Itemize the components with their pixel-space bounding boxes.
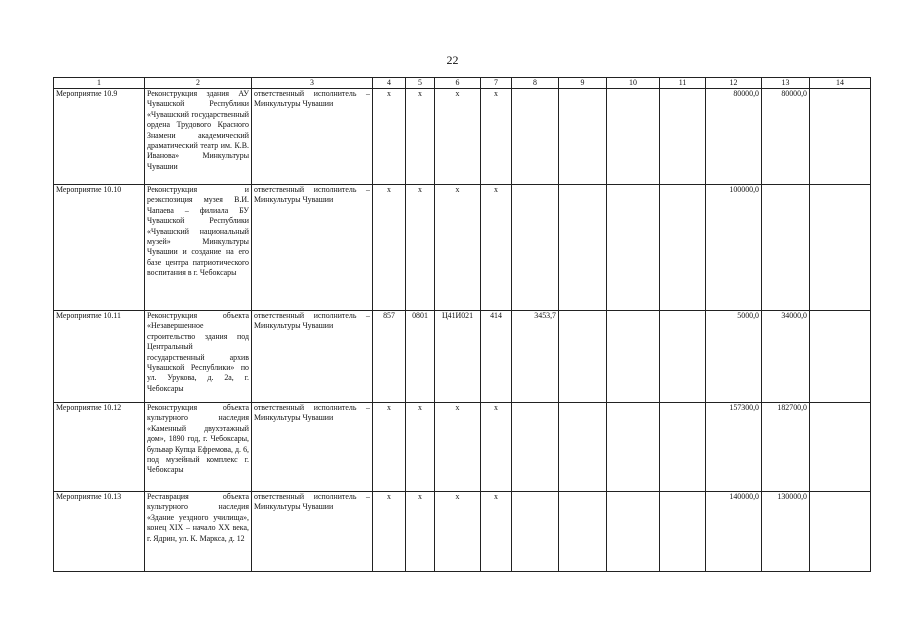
header-row [54, 78, 871, 89]
expense-type-cell: х [481, 403, 512, 492]
table-row [54, 89, 871, 185]
column-header-11: 11 [660, 78, 706, 89]
amount-col-8-cell [512, 403, 559, 492]
column-header-12: 12 [706, 78, 762, 89]
amount-col-8-cell [512, 89, 559, 185]
budget-code-cell: х [373, 492, 406, 572]
amount-col-12-cell: 5000,0 [706, 311, 762, 403]
column-header-10: 10 [607, 78, 660, 89]
amount-col-11-cell [660, 403, 706, 492]
amount-col-9-cell [559, 492, 607, 572]
column-header-6: 6 [435, 78, 481, 89]
expense-type-cell: х [481, 89, 512, 185]
budget-code-cell: х [373, 89, 406, 185]
amount-col-9-cell [559, 311, 607, 403]
executor-cell: ответственный исполнитель – Минкультуры Чувашии [252, 311, 373, 403]
amount-col-10-cell [607, 403, 660, 492]
amount-col-13-cell [762, 185, 810, 311]
event-cell: Мероприятие 10.11 [54, 311, 145, 403]
event-cell: Мероприятие 10.9 [54, 89, 145, 185]
column-header-7: 7 [481, 78, 512, 89]
column-header-4: 4 [373, 78, 406, 89]
program-table [53, 77, 871, 572]
amount-col-14-cell [810, 185, 871, 311]
section-code-cell: х [406, 185, 435, 311]
column-header-2: 2 [145, 78, 252, 89]
amount-col-10-cell [607, 185, 660, 311]
table-row [54, 185, 871, 311]
amount-col-11-cell [660, 311, 706, 403]
column-header-3: 3 [252, 78, 373, 89]
amount-col-14-cell [810, 311, 871, 403]
column-header-9: 9 [559, 78, 607, 89]
amount-col-14-cell [810, 89, 871, 185]
budget-code-cell: х [373, 185, 406, 311]
amount-col-11-cell [660, 89, 706, 185]
table-body [54, 89, 871, 572]
name-cell: Реконструкция и реэкспозиция музея В.И. Чапаева – филиала БУ Чувашской Республики «Чувашский национальный музей» Минкультуры Чувашии и создание на его базе центра патриотического воспитания в г. Чебоксары [145, 185, 252, 311]
budget-code-cell: 857 [373, 311, 406, 403]
expense-type-cell: 414 [481, 311, 512, 403]
amount-col-9-cell [559, 185, 607, 311]
executor-cell: ответственный исполнитель – Минкультуры Чувашии [252, 89, 373, 185]
amount-col-11-cell [660, 185, 706, 311]
amount-col-13-cell: 80000,0 [762, 89, 810, 185]
column-header-8: 8 [512, 78, 559, 89]
name-cell: Реконструкция здания АУ Чувашской Республики «Чувашский государственный ордена Трудового Красного Знамени академический драматический театр им. К.В. Иванова» Минкультуры Чувашии [145, 89, 252, 185]
amount-col-10-cell [607, 492, 660, 572]
amount-col-12-cell: 100000,0 [706, 185, 762, 311]
name-cell: Реконструкция объекта «Незавершенное строительство здания под Центральный государственный архив Чувашской Республики» по ул. Урукова, д. 2а, г. Чебоксары [145, 311, 252, 403]
name-cell: Реставрация объекта культурного наследия «Здание уездного училища», конец XIX – начало XX века, г. Ядрин, ул. К. Маркса, д. 12 [145, 492, 252, 572]
amount-col-11-cell [660, 492, 706, 572]
amount-col-12-cell: 140000,0 [706, 492, 762, 572]
section-code-cell: х [406, 492, 435, 572]
table-row [54, 311, 871, 403]
amount-col-9-cell [559, 89, 607, 185]
column-header-14: 14 [810, 78, 871, 89]
table-row [54, 403, 871, 492]
target-article-cell: х [435, 89, 481, 185]
target-article-cell: Ц41И021 [435, 311, 481, 403]
amount-col-14-cell [810, 403, 871, 492]
section-code-cell: х [406, 89, 435, 185]
amount-col-13-cell: 34000,0 [762, 311, 810, 403]
executor-cell: ответственный исполнитель – Минкультуры Чувашии [252, 492, 373, 572]
target-article-cell: х [435, 492, 481, 572]
amount-col-13-cell: 182700,0 [762, 403, 810, 492]
amount-col-13-cell: 130000,0 [762, 492, 810, 572]
amount-col-9-cell [559, 403, 607, 492]
target-article-cell: х [435, 403, 481, 492]
amount-col-8-cell [512, 492, 559, 572]
column-header-1: 1 [54, 78, 145, 89]
amount-col-8-cell: 3453,7 [512, 311, 559, 403]
name-cell: Реконструкция объекта культурного наследия «Каменный двухэтажный дом», 1890 год, г. Чебоксары, бульвар Купца Ефремова, д. 6, под музейный комплекс г. Чебоксары [145, 403, 252, 492]
amount-col-14-cell [810, 492, 871, 572]
amount-col-12-cell: 157300,0 [706, 403, 762, 492]
budget-code-cell: х [373, 403, 406, 492]
expense-type-cell: х [481, 185, 512, 311]
page-number: 22 [446, 53, 459, 67]
event-cell: Мероприятие 10.12 [54, 403, 145, 492]
target-article-cell: х [435, 185, 481, 311]
event-cell: Мероприятие 10.13 [54, 492, 145, 572]
table-header [54, 78, 871, 89]
table-row [54, 492, 871, 572]
executor-cell: ответственный исполнитель – Минкультуры Чувашии [252, 185, 373, 311]
event-cell: Мероприятие 10.10 [54, 185, 145, 311]
amount-col-10-cell [607, 311, 660, 403]
executor-cell: ответственный исполнитель – Минкультуры Чувашии [252, 403, 373, 492]
section-code-cell: х [406, 403, 435, 492]
amount-col-12-cell: 80000,0 [706, 89, 762, 185]
amount-col-10-cell [607, 89, 660, 185]
expense-type-cell: х [481, 492, 512, 572]
column-header-5: 5 [406, 78, 435, 89]
column-header-13: 13 [762, 78, 810, 89]
amount-col-8-cell [512, 185, 559, 311]
section-code-cell: 0801 [406, 311, 435, 403]
